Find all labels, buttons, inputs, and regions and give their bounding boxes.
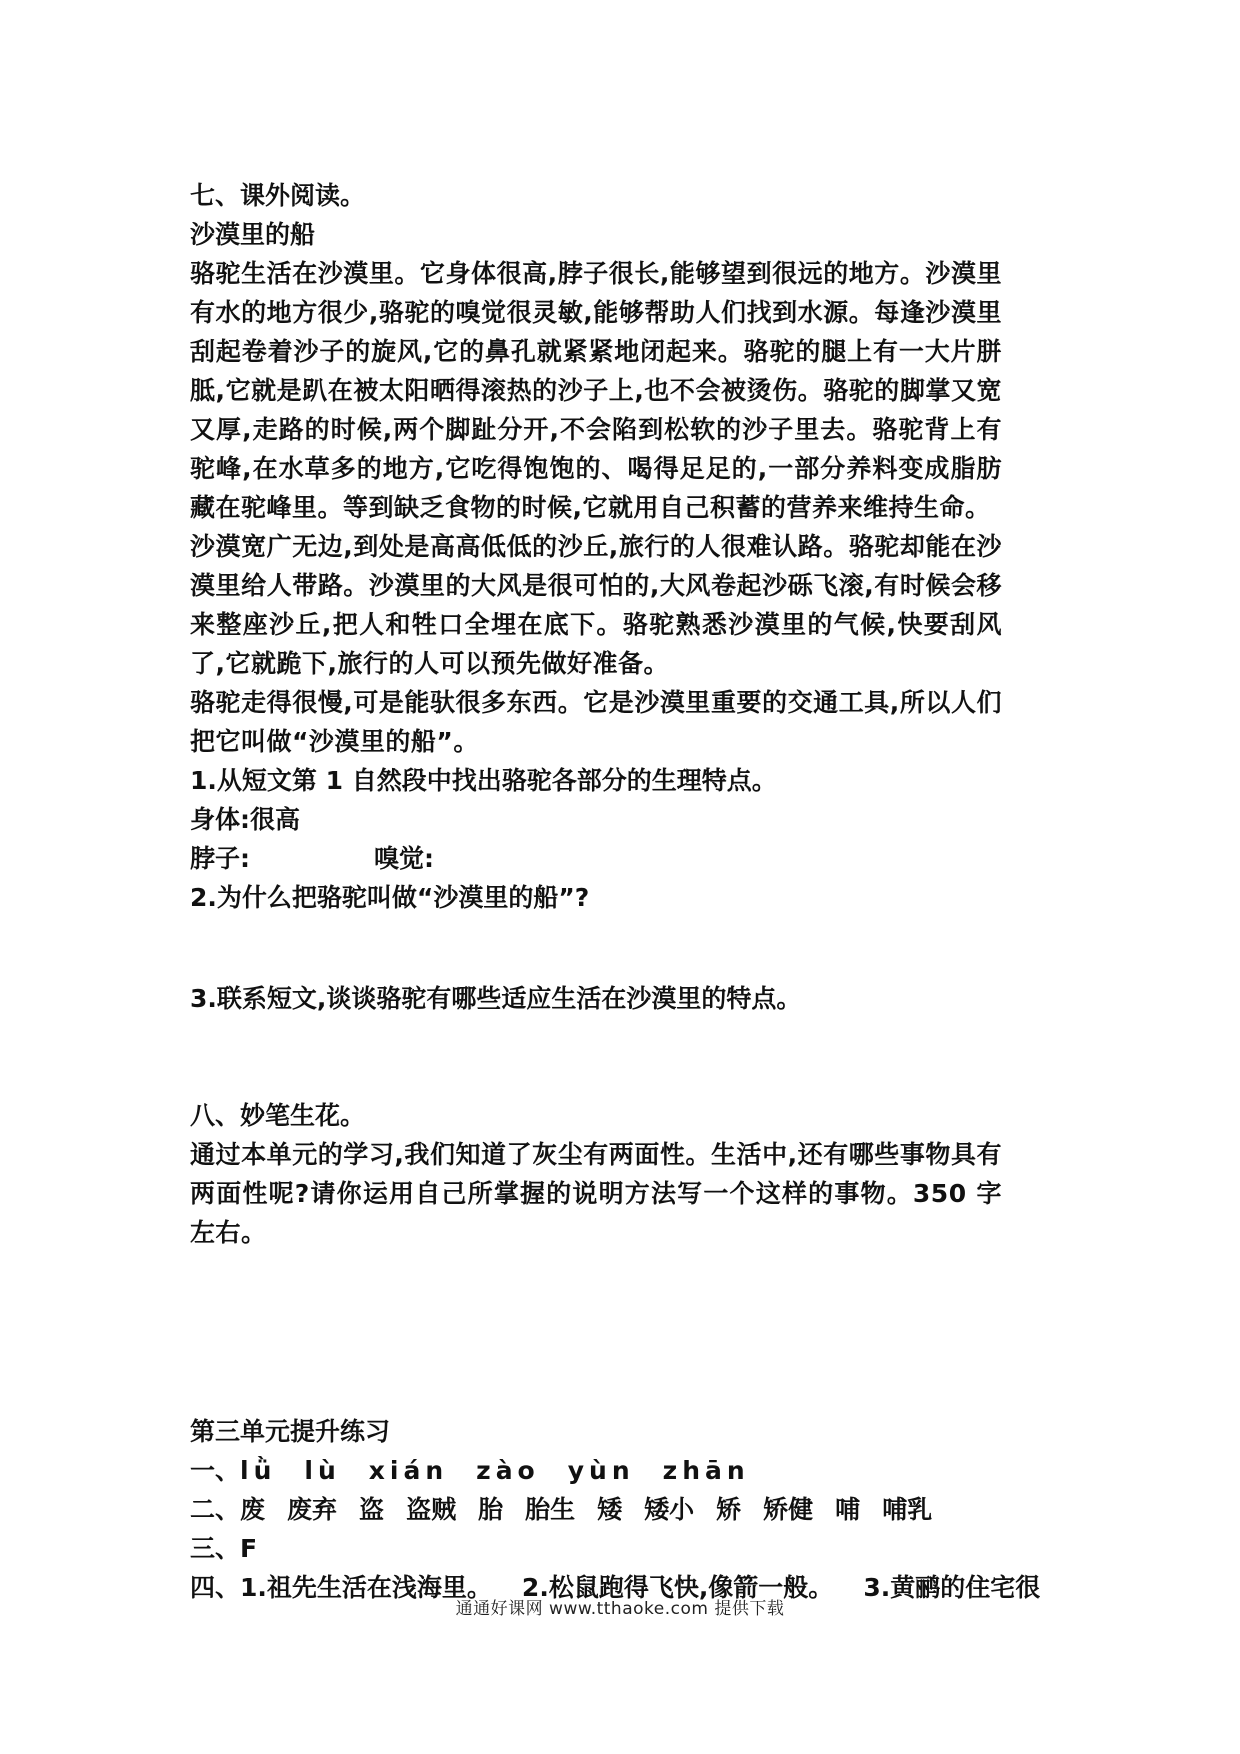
pinyin-1: lǜ <box>240 1456 277 1485</box>
pinyin-3: xián <box>368 1456 449 1485</box>
answer-4-item-3: 3.黄鹂的住宅很 <box>863 1573 1041 1602</box>
passage-paragraph-1: 骆驼生活在沙漠里。它身体很高,脖子很长,能够望到很远的地方。沙漠里有水的地方很少,骆驼的嗅觉很灵敏,能够帮助人们找到水源。每逢沙漠里刮起卷着沙子的旋风,它的鼻孔就紧紧地闭起来。骆驼的腿上有一大片胼胝,它就是趴在被太阳晒得滚热的沙子上,也不会被烫伤。骆驼的脚掌又宽又厚,走路的时候,两个脚趾分开,不会陷到松软的沙子里去。骆驼背上有驼峰,在水草多的地方,它吃得饱饱的、喝得足足的,一部分养料变成脂肪藏在驼峰里。等到缺乏食物的时候,它就用自己积蓄的营养来维持生命。 <box>190 259 1002 522</box>
pinyin-2: lù <box>304 1456 341 1485</box>
passage-title: 沙漠里的船 <box>190 220 316 249</box>
page-footer: 通通好课网 www.tthaoke.com 提供下载 <box>455 1599 785 1619</box>
word-11: 哺 <box>835 1495 861 1524</box>
answer-4-item-2: 2.松鼠跑得飞快,像箭一般。 <box>521 1573 834 1602</box>
word-7: 矮 <box>597 1495 623 1524</box>
question-3: 3.联系短文,谈谈骆驼有哪些适应生活在沙漠里的特点。 <box>190 984 802 1013</box>
answer-4-label: 四、 <box>190 1573 241 1602</box>
passage-paragraph-3: 骆驼走得很慢,可是能驮很多东西。它是沙漠里重要的交通工具,所以人们把它叫做“沙漠里的船”。 <box>190 688 1002 756</box>
passage-paragraph-2: 沙漠宽广无边,到处是高高低低的沙丘,旅行的人很难认路。骆驼却能在沙漠里给人带路。沙漠里的大风是很可怕的,大风卷起沙砾飞滚,有时候会移来整座沙丘,把人和牲口全埋在底下。骆驼熟悉沙漠里的气候,快要刮风了,它就跪下,旅行的人可以预先做好准备。 <box>190 532 1002 678</box>
word-12: 哺乳 <box>882 1495 933 1524</box>
question-1-body-answer: 身体:很高 <box>190 805 300 834</box>
answer-2-label: 二、 <box>190 1495 241 1524</box>
answer-1-row <box>190 1451 1002 1490</box>
word-1: 废 <box>240 1495 266 1524</box>
pinyin-4: zào <box>476 1456 540 1485</box>
section-8-prompt: 通过本单元的学习,我们知道了灰尘有两面性。生活中,还有哪些事物具有两面性呢?请你运用自己所掌握的说明方法写一个这样的事物。350 字左右。 <box>190 1140 1002 1247</box>
word-4: 盗贼 <box>406 1495 457 1524</box>
answer-4-item-1: 1.祖先生活在浅海里。 <box>240 1573 492 1602</box>
word-9: 矫 <box>716 1495 742 1524</box>
word-10: 矫健 <box>763 1495 814 1524</box>
word-5: 胎 <box>478 1495 504 1524</box>
question-2: 2.为什么把骆驼叫做“沙漠里的船”? <box>190 883 590 912</box>
pinyin-5: yùn <box>567 1456 635 1485</box>
word-2: 废弃 <box>287 1495 338 1524</box>
smell-label: 嗅觉: <box>374 844 434 873</box>
word-6: 胎生 <box>525 1495 576 1524</box>
answer-2-row <box>190 1490 1002 1529</box>
question-1: 1.从短文第 1 自然段中找出骆驼各部分的生理特点。 <box>190 766 777 795</box>
question-1-blanks <box>190 839 1002 878</box>
document-page <box>190 176 1041 1607</box>
section-8-heading: 八、妙笔生花。 <box>190 1101 366 1130</box>
section-7-heading: 七、课外阅读。 <box>190 181 366 210</box>
word-3: 盗 <box>359 1495 385 1524</box>
answer-3: 三、F <box>190 1534 258 1563</box>
word-8: 矮小 <box>644 1495 695 1524</box>
pinyin-6: zhān <box>662 1456 750 1485</box>
neck-label: 脖子: <box>190 844 250 873</box>
answers-heading: 第三单元提升练习 <box>190 1417 391 1446</box>
answer-1-label: 一、 <box>190 1456 241 1485</box>
